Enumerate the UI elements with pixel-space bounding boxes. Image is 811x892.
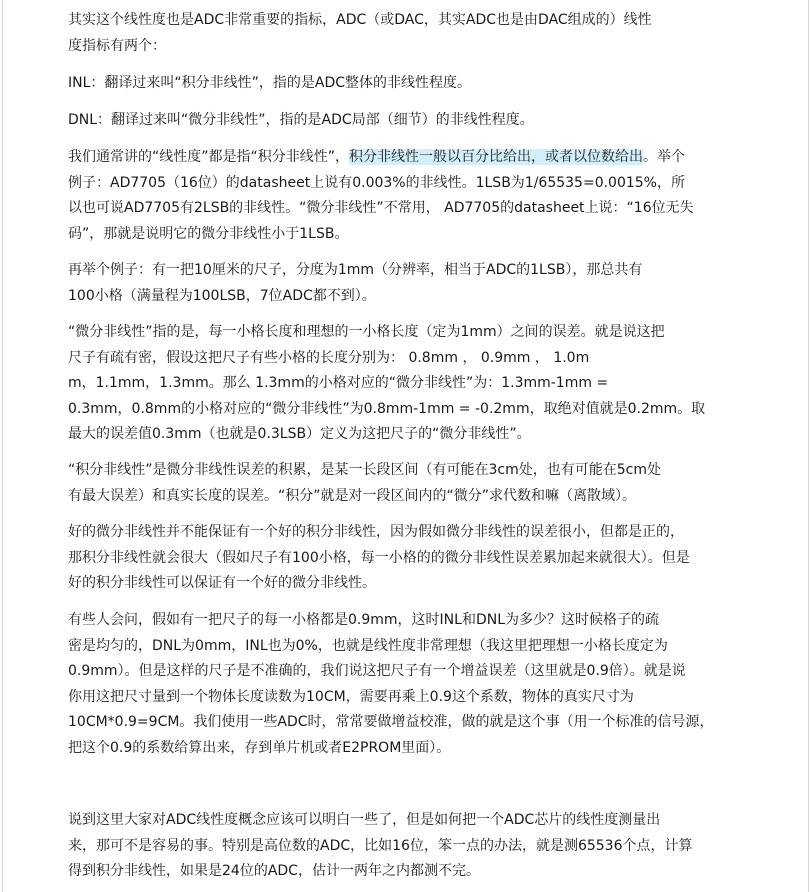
text-line: 最大的误差值0.3mm（也就是0.3LSB）定义为这把尺子的“微分非线性”。 (68, 426, 531, 443)
text-line: 100小格（满量程为100LSB，7位ADC都不到）。 (68, 287, 376, 304)
text-line (68, 145, 748, 171)
paragraph-dnl-definition (68, 108, 748, 134)
paragraph-ad7705-example (68, 145, 748, 247)
text-line: 说到这里大家对ADC线性度概念应该可以明白一些了，但是如何把一个ADC芯片的线性度测量出 (68, 812, 661, 828)
text-line: “积分非线性”是微分非线性误差的积累，是某一长段区间（有可能在3cm处，也有可能在5cm处 (68, 462, 661, 478)
highlighted-text: 积分非线性一般以百分比给出，或者以位数给出 (349, 149, 644, 165)
text-line: 码”，那就是说明它的微分非线性小于1LSB。 (68, 225, 349, 242)
text-line: 尺子有疏有密，假设这把尺子有些小格的长度分别为： 0.8mm ， 0.9mm ， 1.0m (68, 349, 590, 366)
text-line: DNL：翻译过来叫“微分非线性”，指的是ADC局部（细节）的非线性程度。 (68, 112, 534, 128)
text-line: 那积分非线性就会很大（假如尺子有100小格，每一小格的的微分非线性误差累加起来就很大）。但是 (68, 549, 690, 566)
paragraph-adc-linearity-intro (68, 8, 748, 59)
text-line: 把这个0.9的系数给算出来，存到单片机或者E2PROM里面）。 (68, 739, 451, 756)
text-line: 好的积分非线性可以保证有一个好的微分非线性。 (68, 575, 376, 592)
page-border-right (808, 0, 809, 892)
text-segment: 。举个 (643, 149, 686, 165)
paragraph-dnl-vs-inl (68, 520, 748, 597)
text-line: m，1.1mm，1.3mm。那么 1.3mm的小格对应的“微分非线性”为：1.3mm-1mm = (68, 375, 609, 392)
text-line: 0.9mm）。但是这样的尺子是不准确的，我们说这把尺子有一个增益误差（这里就是0.9倍）。就是说 (68, 663, 686, 680)
text-line: INL：翻译过来叫“积分非线性”，指的是ADC整体的非线性程度。 (68, 75, 472, 91)
text-line: 以也可说AD7705有2LSB的非线性。“微分非线性”不常用， AD7705的datasheet上说：“16位无失 (68, 200, 694, 217)
paragraph-inl-explanation (68, 458, 748, 509)
text-line: 度指标有两个： (68, 37, 166, 54)
paragraph-inl-definition (68, 71, 748, 97)
text-line: 密是均匀的，DNL为0mm，INL也为0%，也就是线性度非常理想（我这里把理想一小格长度定为 (68, 637, 668, 654)
text-line: 再举个例子：有一把10厘米的尺子，分度为1mm（分辨率，相当于ADC的1LSB），那总共有 (68, 262, 643, 278)
text-line: 得到积分非线性，如果是24位的ADC，估计一两年之内都测不完。 (68, 863, 480, 880)
text-line: 有些人会问，假如有一把尺子的每一小格都是0.9mm，这时INL和DNL为多少？这时候格子的疏 (68, 612, 659, 628)
text-line: 0.3mm，0.8mm的小格对应的“微分非线性”为0.8mm-1mm = -0.2mm，取绝对值就是0.2mm。取 (68, 400, 706, 417)
text-line: 好的微分非线性并不能保证有一个好的积分非线性，因为假如微分非线性的误差很小，但都是正的， (68, 524, 684, 540)
text-line: “微分非线性”指的是，每一小格长度和理想的一小格长度（定为1mm）之间的误差。就是说这把 (68, 324, 665, 340)
paragraph-measurement-difficulty (68, 808, 748, 885)
text-line: 来，那可不是容易的事。特别是高位数的ADC，比如16位，笨一点的办法，就是测65536个点，计算 (68, 837, 693, 854)
text-line: 其实这个线性度也是ADC非常重要的指标，ADC（或DAC，其实ADC也是由DAC组成的）线性 (68, 12, 652, 28)
text-line: 例子：AD7705（16位）的datasheet上说有0.003%的非线性。1LSB为1/65535=0.0015%，所 (68, 174, 685, 191)
paragraph-gain-error (68, 608, 748, 762)
page-border-left (2, 0, 3, 892)
text-segment: 我们通常讲的“线性度”都是指“积分非线性”， (68, 149, 350, 165)
text-line: 10CM*0.9=9CM。我们使用一些ADC时，常常要做增益校准，做的就是这个事（用一个标准的信号源， (68, 714, 714, 731)
paragraph-ruler-example (68, 258, 748, 309)
text-line: 有最大误差）和真实长度的误差。“积分”就是对一段区间内的“微分”求代数和嘛（离散域）。 (68, 487, 637, 504)
text-line: 你用这把尺寸量到一个物体长度读数为10CM，需要再乘上0.9这个系数，物体的真实尺寸为 (68, 688, 634, 705)
paragraph-dnl-explanation (68, 320, 748, 448)
